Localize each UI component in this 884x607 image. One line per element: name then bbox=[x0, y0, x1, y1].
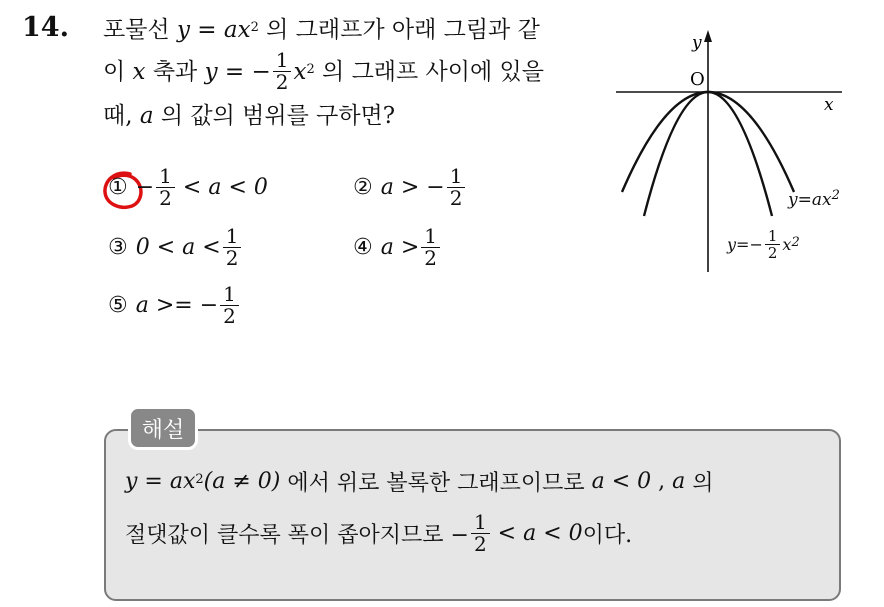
question-text: 때, bbox=[103, 103, 140, 129]
math-var: y bbox=[176, 17, 190, 43]
choice-number: ③ bbox=[108, 235, 128, 260]
solution-text: 의 bbox=[685, 471, 714, 496]
choice-text: < a < 0 bbox=[182, 175, 268, 200]
exponent: 2 bbox=[831, 188, 840, 203]
choice-number: ⑤ bbox=[108, 293, 128, 318]
curve-label-a bbox=[788, 190, 840, 210]
math-inequality: < a < 0 bbox=[497, 521, 583, 546]
fraction-half bbox=[471, 512, 490, 555]
math-var: y bbox=[125, 469, 138, 494]
fraction-half bbox=[765, 228, 781, 261]
math-var: x bbox=[293, 58, 307, 85]
fraction-numerator: 1 bbox=[273, 50, 292, 72]
x-axis-label: x bbox=[824, 95, 834, 115]
choice-text: a > − bbox=[380, 175, 445, 200]
fraction-numerator: 1 bbox=[220, 284, 239, 306]
solution-tag: 해설 bbox=[128, 406, 198, 450]
fraction-half bbox=[223, 226, 242, 269]
math-inequality: a < 0 bbox=[591, 469, 652, 494]
fraction-numerator: 1 bbox=[471, 512, 490, 534]
choice-text: 0 < a < bbox=[135, 235, 221, 260]
curve-label-text: y=ax bbox=[788, 190, 832, 210]
choice-3[interactable] bbox=[108, 226, 243, 269]
question-text: 이 bbox=[103, 58, 126, 85]
math-var: x bbox=[132, 58, 146, 85]
solution-line-1 bbox=[125, 466, 714, 497]
solution-text: 이다. bbox=[582, 523, 633, 548]
curve-label-half bbox=[727, 228, 800, 261]
fraction-denominator: 2 bbox=[424, 246, 438, 270]
question-number: 14. bbox=[22, 12, 69, 43]
curve-label-text: y=− bbox=[727, 235, 763, 254]
y-axis-arrow bbox=[704, 30, 712, 42]
fraction-denominator: 2 bbox=[473, 532, 487, 556]
math-op: − bbox=[135, 175, 155, 200]
math-var: ax bbox=[223, 17, 251, 43]
fraction-half bbox=[421, 226, 440, 269]
math-op: = bbox=[137, 469, 170, 494]
fraction-denominator: 2 bbox=[223, 304, 236, 328]
question-text: 포물선 bbox=[103, 17, 177, 43]
math-var: a bbox=[672, 469, 686, 494]
fraction-denominator: 2 bbox=[275, 70, 289, 94]
fraction-denominator: 2 bbox=[449, 186, 463, 210]
choice-number: ① bbox=[108, 175, 128, 200]
math-op: , bbox=[651, 469, 673, 494]
question-line-1 bbox=[103, 14, 540, 46]
question-line-3 bbox=[103, 100, 395, 132]
choice-4[interactable] bbox=[353, 226, 442, 269]
choice-number: ④ bbox=[353, 235, 373, 260]
fraction-half bbox=[156, 166, 175, 209]
fraction-denominator: 2 bbox=[225, 246, 239, 270]
choice-2[interactable] bbox=[353, 166, 467, 209]
solution-text: 절댓값이 클수록 폭이 좁아지므로 − bbox=[125, 523, 469, 548]
math-op: = bbox=[189, 17, 224, 43]
question-text: 의 그래프가 아래 그림과 같 bbox=[258, 17, 540, 43]
exponent: 2 bbox=[306, 61, 315, 77]
fraction-numerator: 1 bbox=[765, 228, 781, 245]
math-condition: (a ≠ 0) bbox=[203, 469, 281, 494]
origin-label: O bbox=[690, 69, 705, 90]
math-var: x bbox=[782, 235, 792, 254]
fraction-numerator: 1 bbox=[156, 166, 175, 188]
fraction-half bbox=[273, 50, 292, 93]
y-axis-label: y bbox=[692, 33, 702, 53]
math-op: = − bbox=[217, 58, 271, 85]
solution-line-2 bbox=[125, 512, 632, 555]
choice-number: ② bbox=[353, 175, 373, 200]
exponent: 2 bbox=[250, 20, 259, 35]
question-text: 의 값의 범위를 구하면? bbox=[153, 103, 396, 129]
choice-5[interactable] bbox=[108, 284, 241, 327]
fraction-numerator: 1 bbox=[223, 226, 242, 248]
question-text: 축과 bbox=[145, 58, 205, 85]
question-text: 의 그래프 사이에 있을 bbox=[314, 58, 544, 85]
fraction-half bbox=[447, 166, 466, 209]
solution-text: 에서 위로 볼록한 그래프이므로 bbox=[280, 471, 592, 496]
exponent: 2 bbox=[195, 472, 204, 487]
math-var: y bbox=[204, 58, 218, 85]
fraction-numerator: 1 bbox=[447, 166, 466, 188]
math-var: a bbox=[139, 103, 154, 129]
fraction-numerator: 1 bbox=[421, 226, 440, 248]
fraction-denominator: 2 bbox=[159, 186, 172, 210]
choice-text: a >= − bbox=[135, 293, 219, 318]
exponent: 2 bbox=[791, 235, 800, 250]
choice-text: a > bbox=[380, 235, 420, 260]
choice-1[interactable] bbox=[108, 166, 268, 209]
fraction-denominator: 2 bbox=[767, 244, 778, 262]
math-var: ax bbox=[169, 469, 196, 494]
question-line-2 bbox=[103, 50, 544, 93]
fraction-half bbox=[220, 284, 239, 327]
